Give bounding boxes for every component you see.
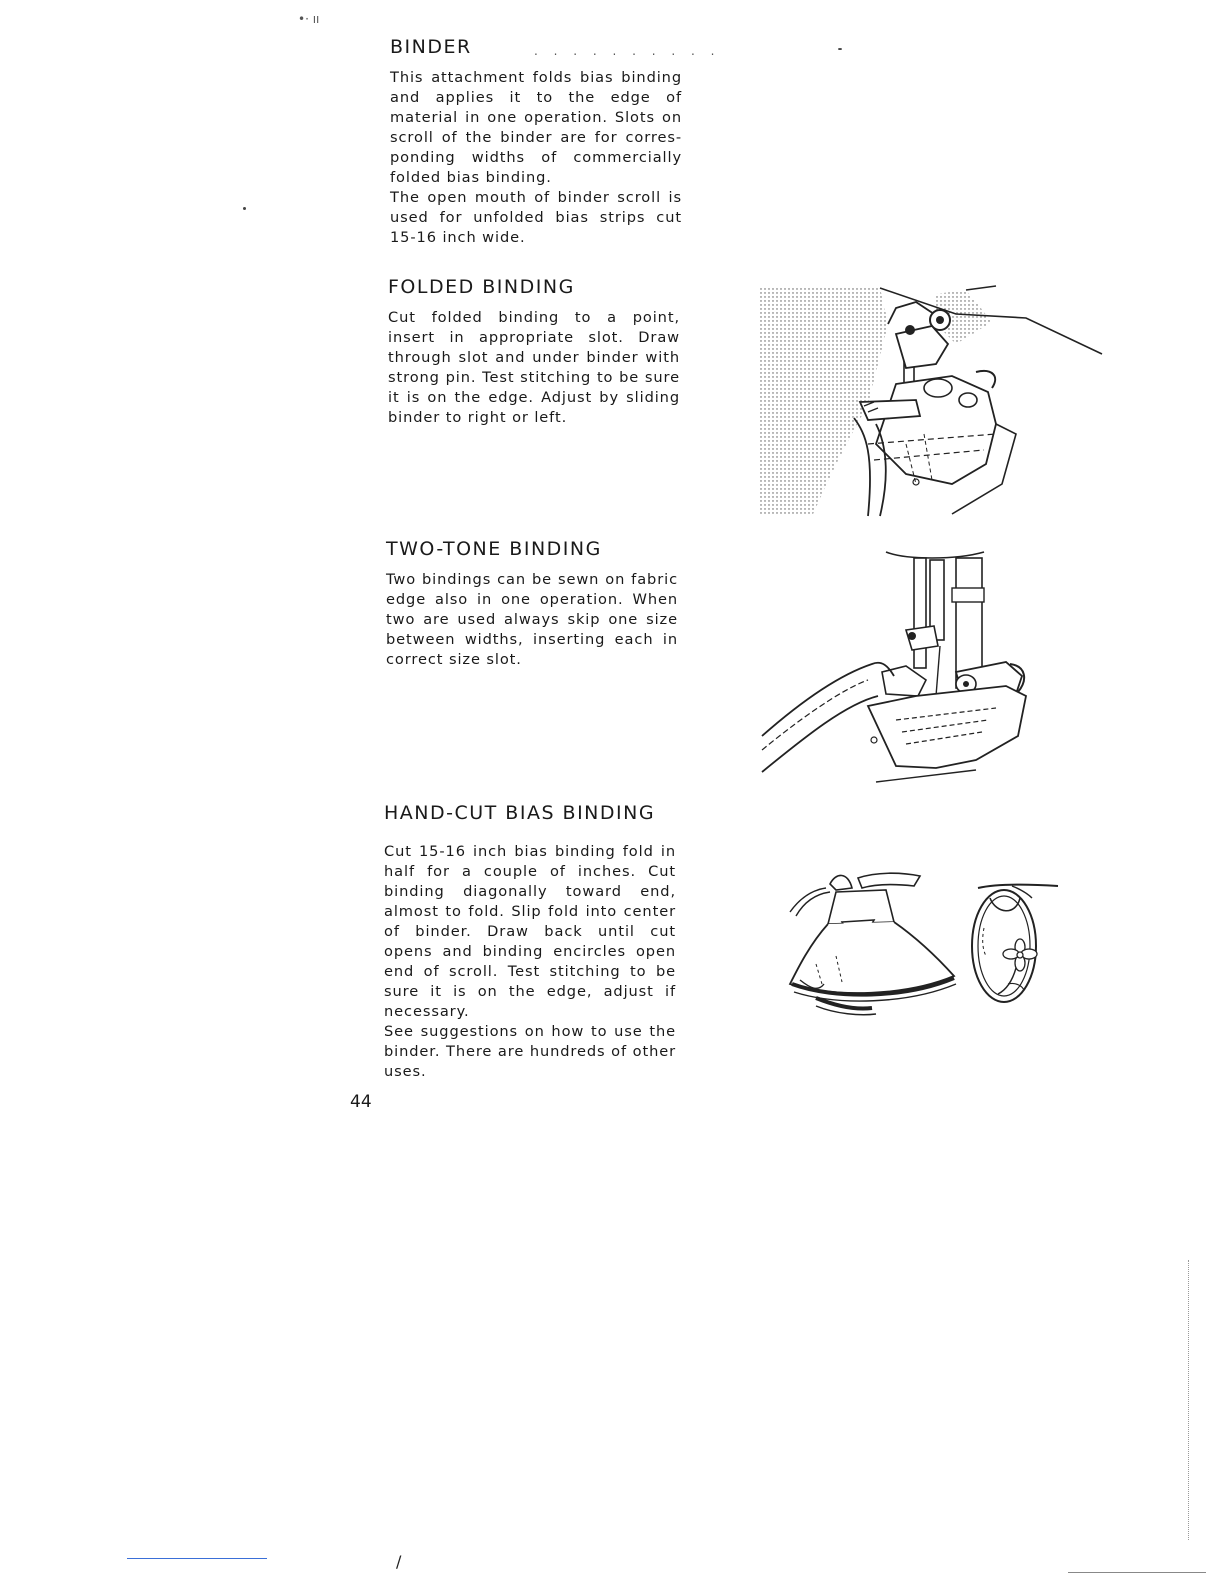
section-folded-binding	[388, 276, 680, 428]
binding-examples-illustration	[776, 864, 1066, 1020]
paragraph: This attachment folds bias binding and applies it to the edge of material in one operation. Slots on scroll of the binder are for corres-ponding widths of commercially folded bias binding.	[390, 69, 682, 186]
page-number: 44	[350, 1092, 372, 1112]
scan-edge-dots	[1188, 1260, 1190, 1540]
two-tone-binding-illustration	[756, 546, 1040, 790]
section-binder	[390, 36, 682, 248]
scan-mark: . . . . . . . . . .	[534, 44, 721, 58]
section-body	[384, 842, 676, 1082]
scan-mark: /	[396, 1552, 402, 1571]
section-hand-cut-bias-binding	[384, 802, 676, 1082]
paragraph: See suggestions on how to use the binder. There are hundreds of other uses.	[384, 1023, 676, 1080]
paragraph: The open mouth of binder scroll is used for unfolded bias strips cut 15-16 inch wide.	[390, 189, 682, 246]
paragraph: Two bindings can be sewn on fabric edge also in one operation. When two are used always skip one size between widths, inserting each in correct size slot.	[386, 571, 678, 668]
section-body	[388, 308, 680, 428]
scan-mark: •· ıı	[298, 12, 320, 26]
paragraph: Cut folded binding to a point, insert in appropriate slot. Draw through slot and under binder with strong pin. Test stitching to be sure it is on the edge. Adjust by sliding binder to right or left.	[388, 309, 680, 426]
section-title: FOLDED BINDING	[388, 276, 575, 298]
scan-dot	[243, 207, 246, 210]
paragraph: Cut 15-16 inch bias binding fold in half for a couple of inches. Cut binding diagonally toward end, almost to fold. Slip fold into center of binder. Draw back until cut opens and binding encircles open end of scroll. Test stitching to be sure it is on the edge, adjust if necessary.	[384, 843, 676, 1020]
scan-edge-line	[127, 1558, 267, 1559]
folded-binding-illustration	[756, 284, 1108, 520]
section-title: TWO-TONE BINDING	[386, 538, 602, 560]
section-body	[390, 68, 682, 248]
section-title: HAND-CUT BIAS BINDING	[384, 802, 656, 824]
section-two-tone-binding	[386, 538, 678, 670]
section-title: BINDER	[390, 36, 472, 58]
scan-dot	[838, 48, 842, 50]
scan-edge-rule	[1068, 1572, 1206, 1573]
section-body	[386, 570, 678, 670]
